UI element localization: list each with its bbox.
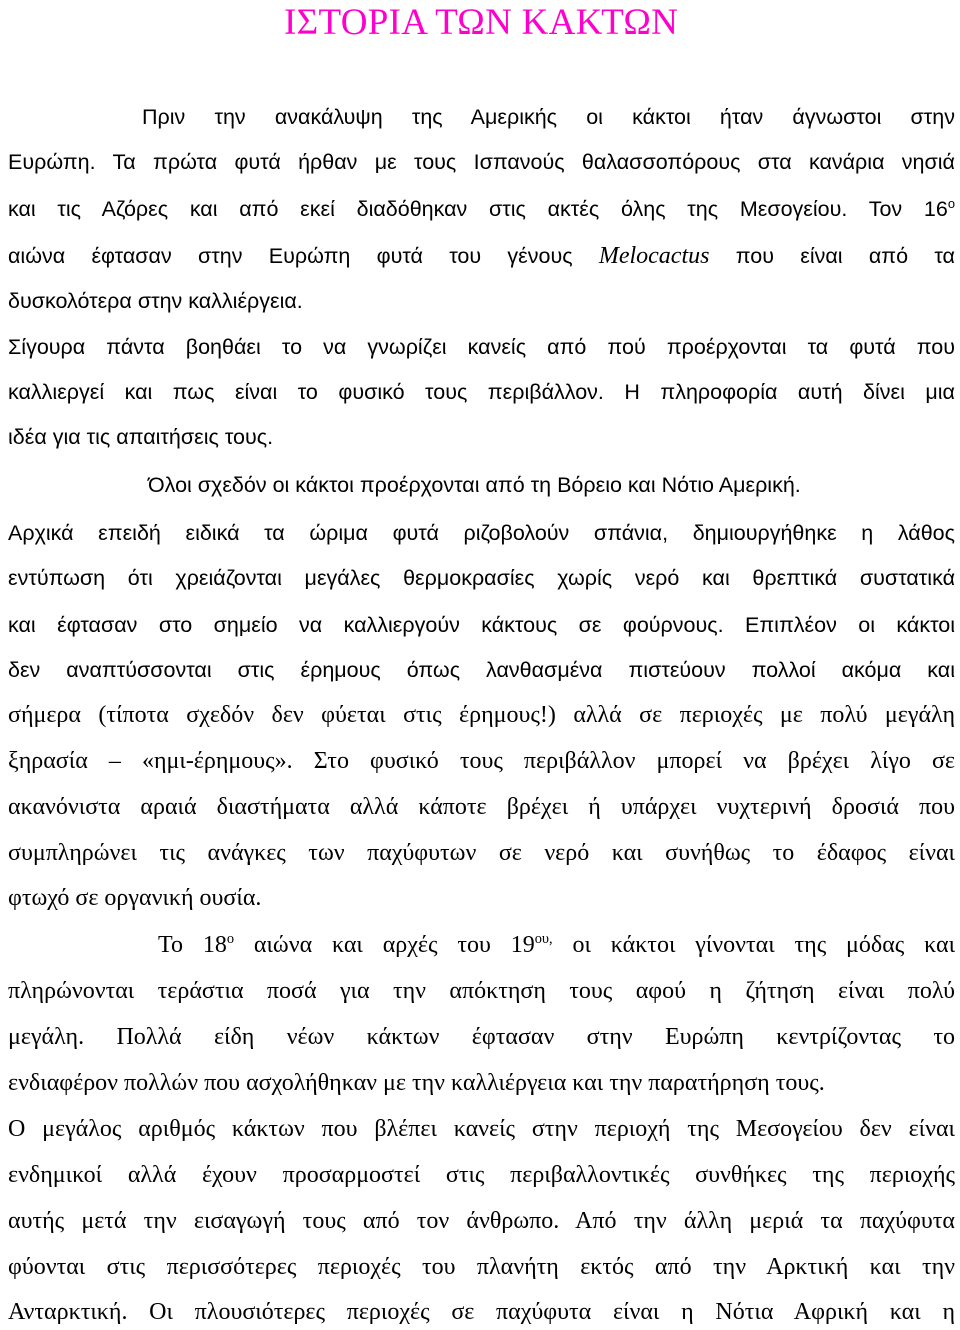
text-run: Το 18 — [158, 932, 227, 958]
text-run: ξηρασία – «ημι-έρημους». — [8, 748, 293, 774]
text-run: Η πληροφορία αυτή δίνει μια — [624, 380, 955, 404]
text-line — [8, 744, 955, 778]
text-run: πληρώνονται τεράστια ποσά για την απόκτηση τους αφού η ζήτηση είναι πολύ — [8, 978, 955, 1004]
text-line — [158, 928, 955, 962]
text-run: σήμερα (τίποτα σχεδόν δεν φύεται στις έρημους!) αλλά σε περιοχές με πολύ μεγάλη — [8, 702, 955, 728]
text-run: Στο φυσικό τους περιβάλλον μπορεί να βρέχει λίγο σε — [313, 748, 955, 774]
text-line — [8, 608, 955, 642]
document-title: ΙΣΤΟΡΙΑ ΤΩΝ ΚΑΚΤΩΝ — [284, 2, 679, 43]
text-line — [8, 375, 955, 409]
text-run: που είναι από τα — [735, 244, 955, 268]
text-run: φύονται στις περισσότερες περιοχές του πλανήτη εκτός από την Αρκτική και την — [8, 1254, 955, 1280]
text-line — [8, 1204, 955, 1238]
text-line — [8, 1020, 955, 1054]
text-run: αιώνα και αρχές του 19 — [253, 932, 535, 958]
text-line — [8, 192, 955, 226]
text-run: ακανόνιστα αραιά διαστήματα αλλά κάποτε βρέχει ή υπάρχει νυχτερινή δροσιά που — [8, 794, 955, 820]
text-line — [8, 1295, 955, 1329]
text-run: ενδιαφέρον πολλών που ασχολήθηκαν με την καλλιέργεια και την παρατήρηση τους. — [8, 1070, 825, 1096]
text-line — [8, 698, 955, 732]
text-run: αιώνα έφτασαν στην Ευρώπη φυτά του γένους — [8, 244, 573, 268]
text-run: αυτής μετά την εισαγωγή τους από τον άνθρωπο. Από την άλλη μεριά τα παχύφυτα — [8, 1208, 955, 1234]
text-run: Ευρώπη. Τα πρώτα φυτά ήρθαν με τους Ισπανούς θαλασσοπόρους στα κανάρια νησιά — [8, 150, 955, 174]
text-run: εντύπωση ότι χρειάζονται μεγάλες θερμοκρασίες χωρίς νερό και θρεπτικά συστατικά — [8, 566, 955, 590]
text-run: μεγάλη. Πολλά είδη νέων κάκτων έφτασαν στην Ευρώπη κεντρίζοντας το — [8, 1024, 955, 1050]
text-line — [8, 145, 955, 179]
text-run: Όλοι σχεδόν οι κάκτοι προέρχονται από τη Βόρειο και Νότιο Αμερική. — [148, 473, 801, 497]
text-line — [8, 1112, 955, 1146]
superscript: ου, — [534, 931, 553, 947]
text-line — [8, 284, 955, 318]
text-run: καλλιεργεί και πως είναι το φυσικό τους περιβάλλον. — [8, 380, 604, 404]
text-line — [8, 836, 955, 870]
text-line — [8, 1066, 955, 1100]
text-line — [8, 420, 955, 454]
text-run: Τον 16 — [868, 197, 948, 221]
text-line — [8, 790, 955, 824]
text-run: οι κάκτοι γίνονται της μόδας και — [572, 932, 956, 958]
text-line — [142, 100, 955, 134]
text-run: δεν αναπτύσσονται στις έρημους όπως λανθασμένα πιστεύουν πολλοί ακόμα και — [8, 658, 955, 682]
text-run: Ανταρκτική. Οι πλουσιότερες περιοχές σε παχύφυτα είναι η Νότια Αφρική και η — [8, 1299, 955, 1325]
text-line — [8, 974, 955, 1008]
text-run: ενδημικοί αλλά έχουν προσαρμοστεί στις περιβαλλοντικές συνθήκες της περιοχής — [8, 1162, 955, 1188]
text-line — [8, 653, 955, 687]
text-run: Επιπλέον οι κάκτοι — [745, 613, 955, 637]
text-line — [8, 239, 955, 273]
text-run: Σίγουρα πάντα βοηθάει το να γνωρίζει κανείς από πού προέρχονται τα φυτά που — [8, 335, 955, 359]
superscript: ο — [947, 195, 955, 211]
text-run: Αρχικά επειδή ειδικά τα ώριμα φυτά ριζοβολούν σπάνια, δημιουργήθηκε η λάθος — [8, 521, 955, 545]
text-line — [8, 330, 955, 364]
italic-genus-name: Melocactus — [598, 243, 710, 269]
text-line — [8, 561, 955, 595]
superscript: ο — [226, 931, 235, 947]
text-run: και τις Αζόρες και από εκεί διαδόθηκαν στις ακτές όλης της Μεσογείου. — [8, 197, 848, 221]
text-run: Ο μεγάλος αριθμός κάκτων που βλέπει κανείς στην περιοχή της Μεσογείου δεν είναι — [8, 1116, 955, 1142]
text-run: και έφτασαν στο σημείο να καλλιεργούν κάκτους σε φούρνους. — [8, 613, 724, 637]
text-line — [8, 1250, 955, 1284]
text-line — [148, 468, 955, 502]
text-line — [8, 1158, 955, 1192]
text-run: συμπληρώνει τις ανάγκες των παχύφυτων σε νερό και συνήθως το έδαφος είναι — [8, 840, 955, 866]
text-line — [8, 516, 955, 550]
text-run: δυσκολότερα στην καλλιέργεια. — [8, 289, 303, 313]
text-run: ιδέα για τις απαιτήσεις τους. — [8, 425, 274, 449]
text-line — [8, 881, 955, 915]
text-run: Πριν την ανακάλυψη της Αμερικής οι κάκτοι ήταν άγνωστοι στην — [142, 105, 955, 129]
text-run: φτωχό σε οργανική ουσία. — [8, 885, 262, 911]
